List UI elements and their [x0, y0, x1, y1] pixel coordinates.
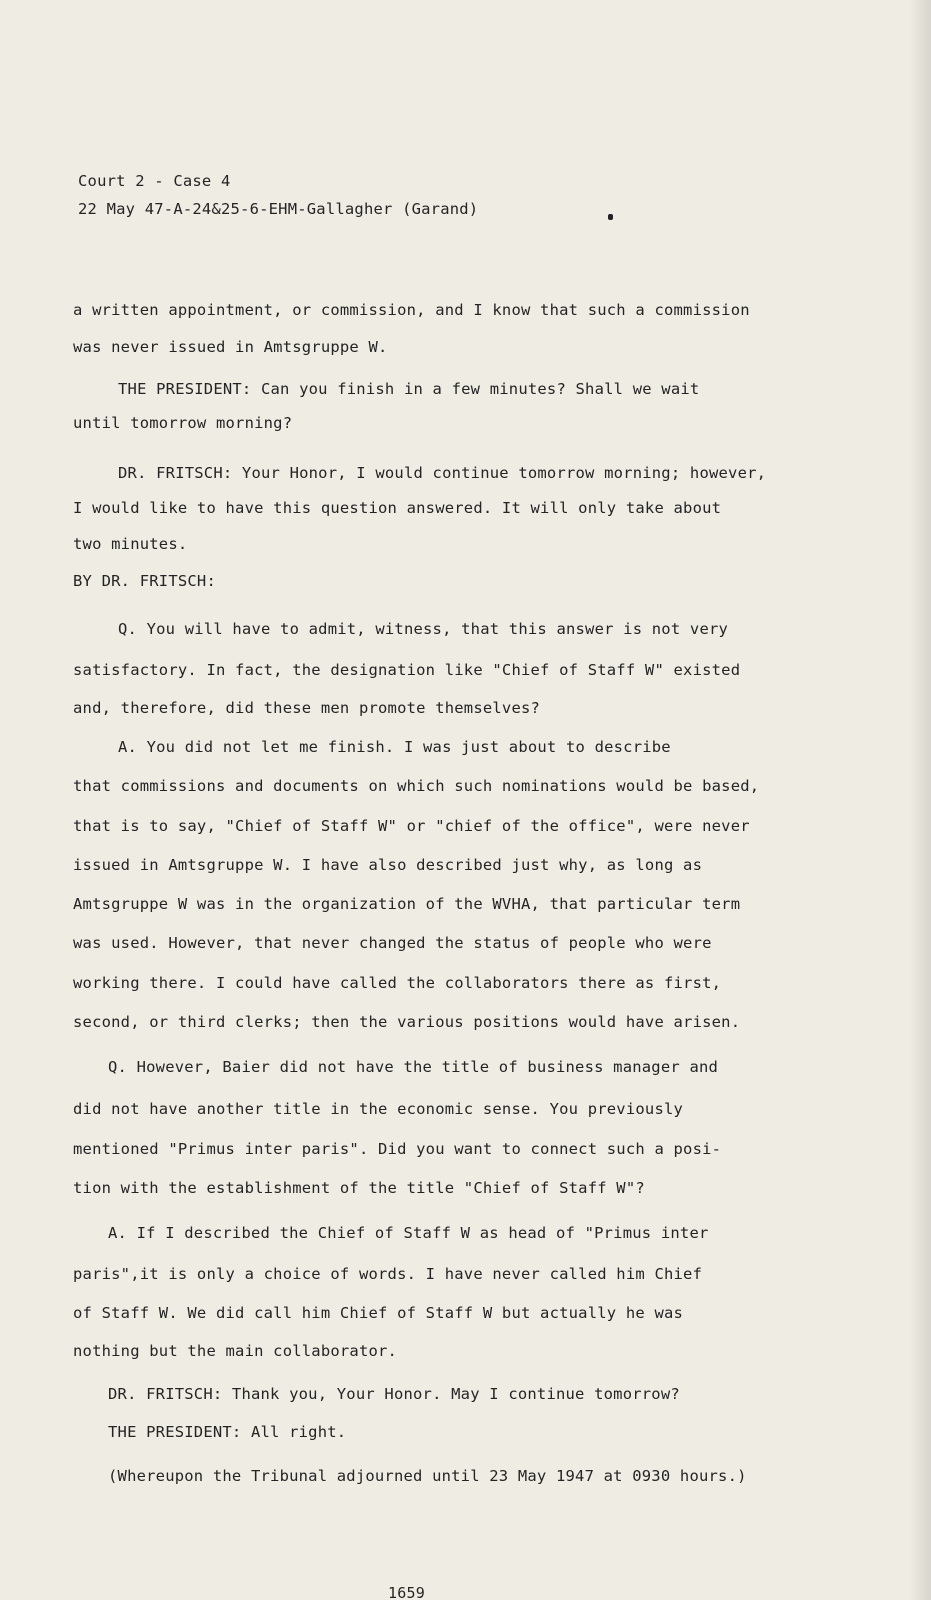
- transcript-line: until tomorrow morning?: [73, 414, 293, 432]
- transcript-line: was never issued in Amtsgruppe W.: [73, 338, 388, 356]
- transcript-line: tion with the establishment of the title "Chief of Staff W"?: [73, 1179, 645, 1197]
- transcript-line: THE PRESIDENT: Can you finish in a few minutes? Shall we wait: [118, 380, 700, 398]
- transcript-line: satisfactory. In fact, the designation like "Chief of Staff W" existed: [73, 661, 741, 679]
- transcript-line: and, therefore, did these men promote themselves?: [73, 699, 541, 717]
- transcript-line: Amtsgruppe W was in the organization of the WVHA, that particular term: [73, 895, 741, 913]
- transcript-line: Q. You will have to admit, witness, that this answer is not very: [118, 620, 729, 638]
- transcript-line: working there. I could have called the collaborators there as first,: [73, 974, 722, 992]
- transcript-line: a written appointment, or commission, and I know that such a commission: [73, 301, 750, 319]
- transcript-line: that commissions and documents on which such nominations would be based,: [73, 777, 760, 795]
- transcript-line: second, or third clerks; then the various positions would have arisen.: [73, 1013, 741, 1031]
- session-line: 22 May 47-A-24&25-6-EHM-Gallagher (Garand): [78, 200, 479, 218]
- case-line: Court 2 - Case 4: [78, 172, 231, 190]
- transcript-line: paris",it is only a choice of words. I have never called him Chief: [73, 1265, 703, 1283]
- transcript-line: THE PRESIDENT: All right.: [108, 1423, 347, 1441]
- transcript-line: Q. However, Baier did not have the title of business manager and: [108, 1058, 719, 1076]
- page-number: 1659: [388, 1584, 425, 1600]
- transcript-line: BY DR. FRITSCH:: [73, 572, 216, 590]
- transcript-line: DR. FRITSCH: Your Honor, I would continue tomorrow morning; however,: [118, 464, 767, 482]
- transcript-line: A. If I described the Chief of Staff W as head of "Primus inter: [108, 1224, 709, 1242]
- transcript-line: two minutes.: [73, 535, 188, 553]
- ink-speck: [608, 214, 613, 220]
- transcript-line: issued in Amtsgruppe W. I have also described just why, as long as: [73, 856, 703, 874]
- transcript-line: did not have another title in the economic sense. You previously: [73, 1100, 684, 1118]
- transcript-line: I would like to have this question answered. It will only take about: [73, 499, 722, 517]
- transcript-line: mentioned "Primus inter paris". Did you want to connect such a posi-: [73, 1140, 722, 1158]
- transcript-line: (Whereupon the Tribunal adjourned until 23 May 1947 at 0930 hours.): [108, 1467, 747, 1485]
- transcript-line: of Staff W. We did call him Chief of Staff W but actually he was: [73, 1304, 684, 1322]
- transcript-line: nothing but the main collaborator.: [73, 1342, 398, 1360]
- transcript-line: DR. FRITSCH: Thank you, Your Honor. May I continue tomorrow?: [108, 1385, 680, 1403]
- transcript-line: A. You did not let me finish. I was just about to describe: [118, 738, 671, 756]
- transcript-line: was used. However, that never changed the status of people who were: [73, 934, 712, 952]
- transcript-line: that is to say, "Chief of Staff W" or "chief of the office", were never: [73, 817, 750, 835]
